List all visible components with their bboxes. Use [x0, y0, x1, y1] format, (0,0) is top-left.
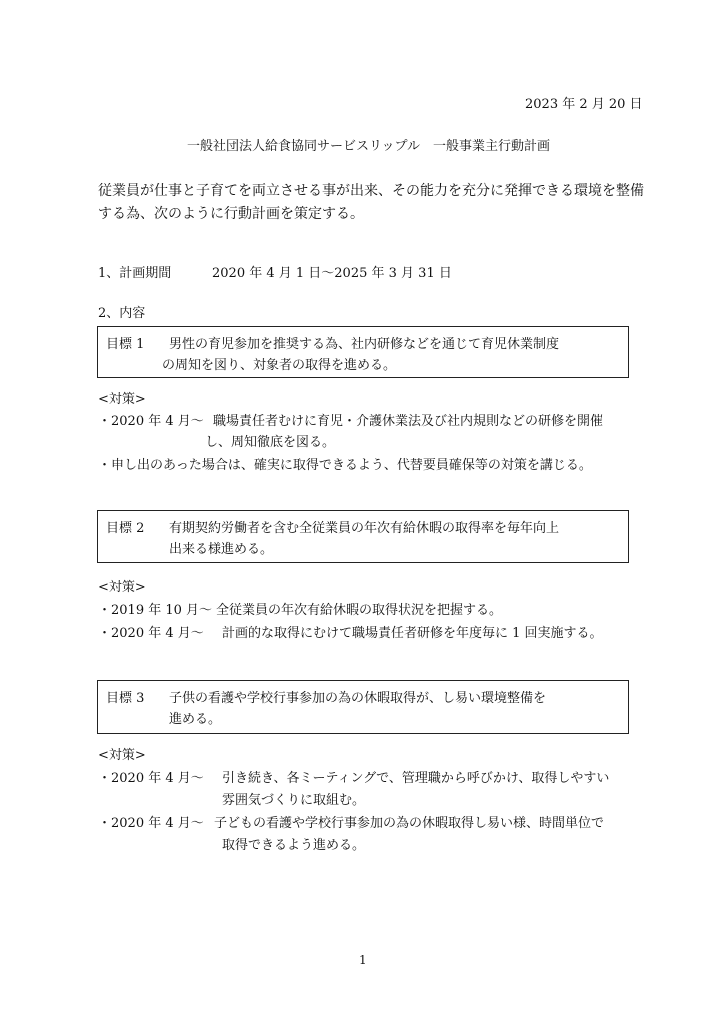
goal-3-measure-2-line-2: 取得できるよう進める。	[222, 838, 366, 853]
goal-3-line-1: 子供の看護や学校行事参加の為の休暇取得が、し易い環境整備を	[169, 691, 547, 706]
goal-2-measure-2-date: ・2020 年 4 月〜	[98, 626, 204, 641]
goal-1-box	[97, 326, 629, 378]
period-label: 1、計画期間	[98, 266, 172, 281]
content-heading: 2、内容	[98, 306, 146, 321]
goal-2-box	[97, 510, 629, 563]
goal-1-measure-1-line-2: し、周知徹底を図る。	[205, 435, 336, 450]
page-number: 1	[359, 953, 367, 967]
goal-1-measure-1-date: ・2020 年 4 月〜	[98, 414, 204, 429]
goal-2-measure-2-line-1: 計画的な取得にむけて職場責任者研修を年度毎に 1 回実施する。	[222, 626, 603, 641]
goal-3-line-2: 進める。	[169, 712, 222, 727]
goal-1-label: 目標 1	[106, 337, 145, 352]
goal-1-line-1: 男性の育児参加を推奨する為、社内研修などを通じて育児休業制度	[169, 337, 560, 352]
goal-3-label: 目標 3	[106, 691, 145, 706]
goal-1-measures-heading: <対策>	[98, 392, 146, 407]
goal-2-measure-1-date: ・2019 年 10 月〜	[98, 603, 213, 618]
goal-3-box	[97, 680, 629, 734]
goal-3-measures-heading: <対策>	[98, 748, 146, 763]
goal-2-measures-heading: <対策>	[98, 580, 146, 595]
goal-2-line-1: 有期契約労働者を含む全従業員の年次有給休暇の取得率を毎年向上	[169, 521, 560, 536]
goal-2-line-2: 出来る様進める。	[169, 542, 274, 557]
document-date: 2023 年 2 月 20 日	[525, 97, 643, 112]
period-value: 2020 年 4 月 1 日〜2025 年 3 月 31 日	[212, 266, 452, 281]
goal-2-measure-1-line-1: 全従業員の年次有給休暇の取得状況を把握する。	[216, 603, 503, 618]
goal-1-measure-2-line-1: ・申し出のあった場合は、確実に取得できるよう、代替要員確保等の対策を講じる。	[98, 458, 592, 473]
intro-line-2: する為、次のように行動計画を策定する。	[98, 206, 364, 222]
document-title: 一般社団法人給食協同サービスリップル 一般事業主行動計画	[187, 139, 550, 154]
intro-line-1: 従業員が仕事と子育てを両立させる事が出来、その能力を充分に発揮できる環境を整備	[98, 183, 644, 199]
goal-1-measure-1-line-1: 職場責任者むけに育児・介護休業法及び社内規則などの研修を開催	[213, 414, 604, 429]
goal-3-measure-2-date: ・2020 年 4 月〜	[98, 816, 204, 831]
goal-3-measure-1-line-2: 雰囲気づくりに取組む。	[222, 793, 366, 808]
goal-2-label: 目標 2	[106, 521, 145, 536]
goal-3-measure-1-line-1: 引き続き、各ミーティングで、管理職から呼びかけ、取得しやすい	[222, 771, 610, 786]
goal-3-measure-2-line-1: 子どもの看護や学校行事参加の為の休暇取得し易い様、時間単位で	[214, 816, 605, 831]
goal-3-measure-1-date: ・2020 年 4 月〜	[98, 771, 204, 786]
goal-1-line-2: の周知を図り、対象者の取得を進める。	[162, 358, 397, 373]
